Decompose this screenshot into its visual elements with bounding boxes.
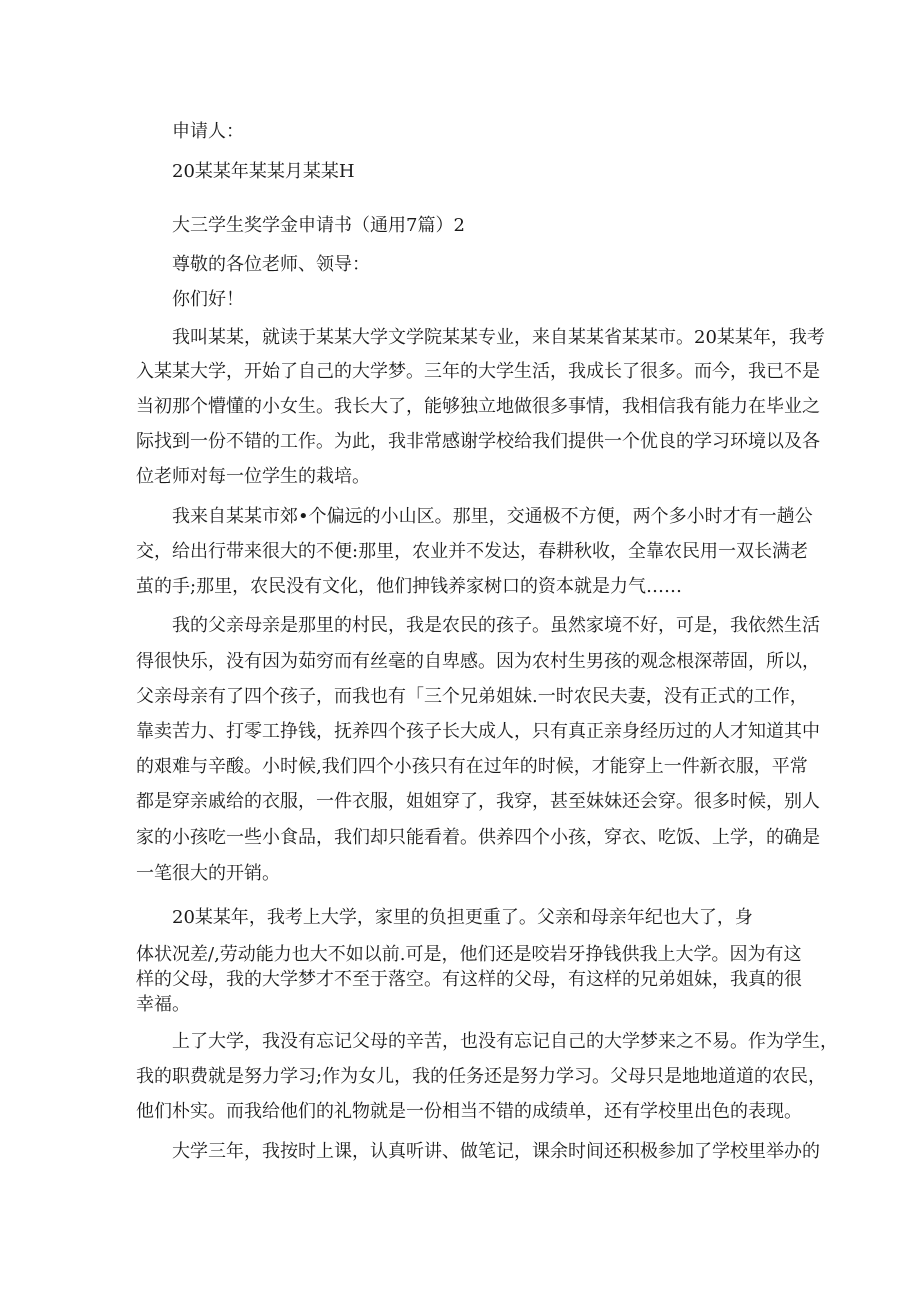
date-line: 20某某年某某月某某H: [172, 161, 355, 182]
paragraph-line: 靠卖苦力、打零工挣钱，抚养四个孩子长大成人，只有真正亲身经历过的人才知道其中: [136, 721, 820, 742]
paragraph-line: 一笔很大的开销。: [136, 863, 280, 884]
paragraph-line: 大学三年，我按时上课，认真听讲、做笔记，课余时间还积极参加了学校里举办的: [172, 1141, 820, 1162]
applicant-label: 申请人：: [172, 121, 244, 142]
paragraph-line: 我来自某某市郊•个偏远的小山区。那里，交通极不方便，两个多小时才有一趟公: [172, 506, 813, 527]
paragraph-line: 20某某年，我考上大学，家里的负担更重了。父亲和母亲年纪也大了，身: [172, 907, 753, 928]
greeting: 你们好！: [172, 289, 244, 310]
paragraph-line: 幸福。: [136, 994, 190, 1015]
paragraph-line: 体状况差/,劳动能力也大不如以前.可是，他们还是咬岩牙挣钱供我上大学。因为有这: [136, 944, 802, 965]
paragraph-line: 父亲母亲有了四个孩子，而我也有「三个兄弟姐妹.一时农民夫妻，没有正式的工作，: [136, 686, 808, 707]
paragraph-line: 样的父母，我的大学梦才不至于落空。有这样的父母，有这样的兄弟姐妹，我真的很: [136, 969, 802, 990]
paragraph-line: 我的职费就是努力学习;作为女儿，我的任务还是努力学习。父母只是地地道道的农民，: [136, 1066, 827, 1087]
paragraph-line: 上了大学，我没有忘记父母的辛苦，也没有忘记自己的大学梦来之不易。作为学生，: [172, 1031, 838, 1052]
paragraph-line: 我叫某某，就读于某某大学文学院某某专业，来自某某省某某市。20某某年，我考: [172, 327, 825, 348]
paragraph-line: 交，给出行带来很大的不便:那里，农业并不发达，春耕秋收，全靠农民用一双长满老: [136, 541, 809, 562]
paragraph-line: 入某某大学，开始了自己的大学梦。三年的大学生活，我成长了很多。而今，我已不是: [136, 361, 820, 382]
salutation: 尊敬的各位老师、领导：: [172, 254, 370, 275]
document-title: 大三学生奖学金申请书（通用7篇）2: [172, 215, 465, 236]
paragraph-line: 他们朴实。而我给他们的礼物就是一份相当不错的成绩单，还有学校里出色的表现。: [136, 1101, 802, 1122]
paragraph-line: 的艰难与辛酸。小时候,我们四个小孩只有在过年的时候，才能穿上一件新衣服，平常: [136, 756, 808, 777]
paragraph-line: 茧的手;那里，农民没有文化，他们抻钱养家树口的资本就是力气……: [136, 576, 683, 597]
paragraph-line: 位老师对每一位学生的栽培。: [136, 466, 370, 487]
paragraph-line: 家的小孩吃一些小食品，我们却只能看着。供养四个小孩，穿衣、吃饭、上学，的确是: [136, 827, 820, 848]
paragraph-line: 都是穿亲戚给的衣服，一件衣服，姐姐穿了，我穿，甚至妹妹还会穿。很多时候，别人: [136, 791, 820, 812]
paragraph-line: 际找到一份不错的工作。为此，我非常感谢学校给我们提供一个优良的学习环境以及各: [136, 431, 820, 452]
paragraph-line: 我的父亲母亲是那里的村民，我是农民的孩子。虽然家境不好，可是，我依然生活: [172, 615, 820, 636]
paragraph-line: 得很快乐，没有因为茹穷而有丝毫的自卑感。因为农村生男孩的观念根深蒂固，所以，: [136, 651, 820, 672]
paragraph-line: 当初那个懵懂的小女生。我长大了，能够独立地做很多事情，我相信我有能力在毕业之: [136, 396, 820, 417]
